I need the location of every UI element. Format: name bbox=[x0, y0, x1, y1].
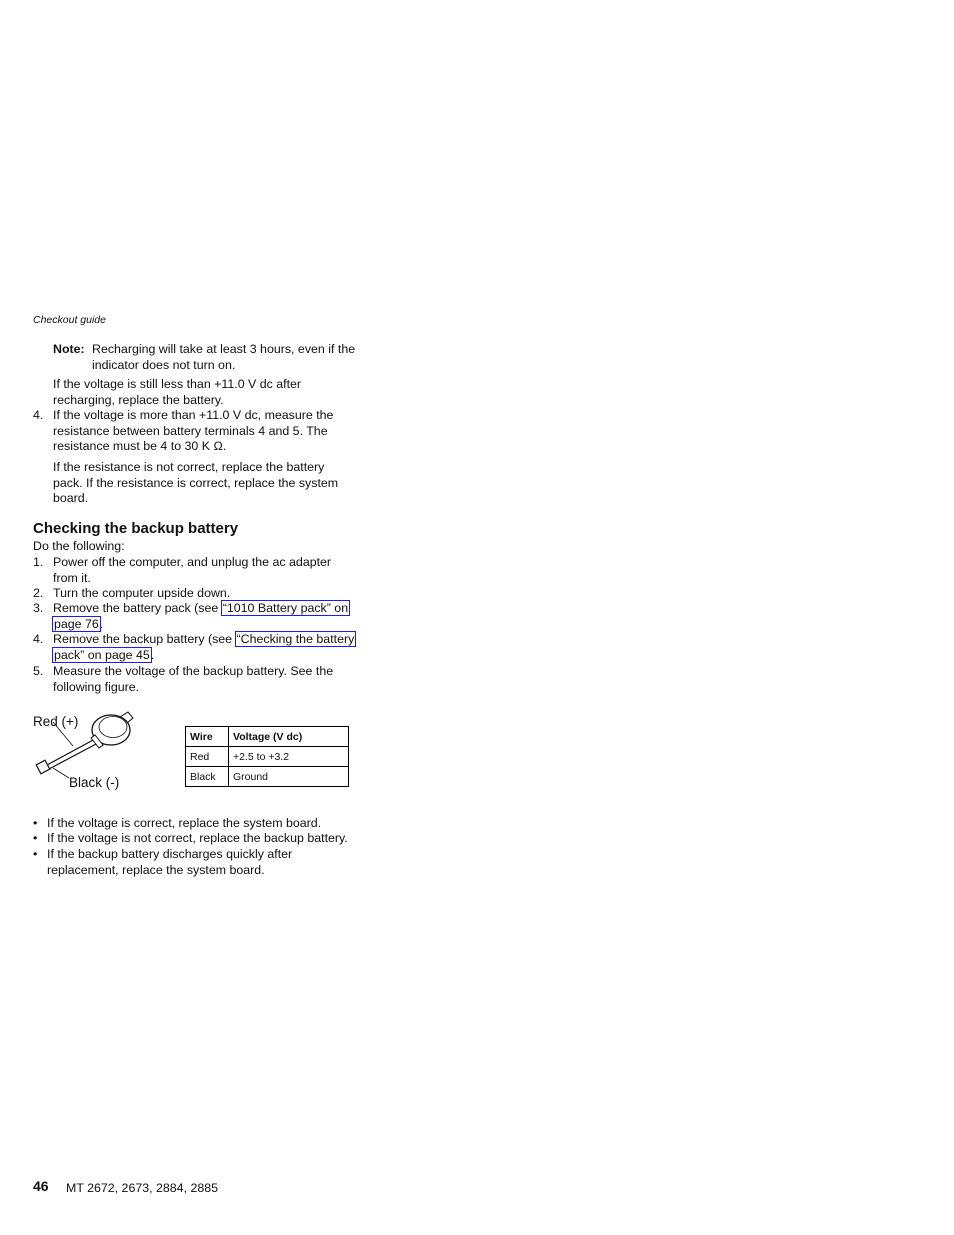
link-battery-pack[interactable]: “1010 Battery pack” on bbox=[222, 601, 349, 615]
black-wire-label: Black (-) bbox=[69, 775, 120, 790]
section-title: Checking the backup battery bbox=[33, 520, 239, 537]
step-resistance bbox=[53, 408, 353, 455]
wire-red bbox=[47, 739, 95, 765]
red-wire-label: Red (+) bbox=[33, 714, 79, 729]
step-3 bbox=[53, 601, 363, 632]
text-line: If the backup battery discharges quickly after bbox=[47, 847, 293, 861]
text-line bbox=[53, 617, 363, 633]
text-line: resistance must be 4 to 30 K Ω. bbox=[53, 439, 227, 454]
text-line: Turn the computer upside down. bbox=[53, 586, 231, 600]
table-cell: +2.5 to +3.2 bbox=[229, 747, 349, 767]
text-line: resistance between battery terminals 4 and 5. The bbox=[53, 423, 328, 438]
footer-models: MT 2672, 2673, 2884, 2885 bbox=[66, 1181, 219, 1195]
red-leader-line bbox=[53, 722, 73, 746]
text-line: recharging, replace the battery. bbox=[53, 392, 224, 407]
step-5 bbox=[53, 664, 353, 695]
text-line: If the voltage is more than +11.0 V dc, measure the bbox=[53, 408, 334, 422]
table-cell: Red bbox=[186, 747, 229, 767]
note-label: Note: bbox=[53, 342, 85, 356]
text-line: Measure the voltage of the backup battery. See the bbox=[53, 664, 334, 678]
running-head: Checkout guide bbox=[33, 314, 106, 326]
connector-plug bbox=[36, 760, 50, 774]
text-line: If the resistance is not correct, replace the battery bbox=[53, 460, 325, 474]
table-row bbox=[186, 747, 349, 767]
table-cell: Ground bbox=[229, 767, 349, 787]
text-line: If the voltage is still less than +11.0 V dc after bbox=[53, 377, 302, 391]
step-number: 1. bbox=[33, 555, 44, 569]
text-line: board. bbox=[53, 491, 89, 506]
note-line: indicator does not turn on. bbox=[92, 357, 236, 372]
paragraph-resistance bbox=[53, 460, 353, 507]
link-page-45[interactable]: pack” on page 45 bbox=[54, 647, 150, 662]
step-4 bbox=[53, 632, 363, 663]
table-header-row bbox=[186, 727, 349, 747]
bullet-item: If the voltage is correct, replace the system board. bbox=[47, 816, 322, 830]
step-number: 3. bbox=[33, 601, 44, 615]
text-line: replacement, replace the system board. bbox=[47, 862, 265, 877]
link-page-76[interactable]: page 76 bbox=[54, 616, 99, 631]
text-line: following figure. bbox=[53, 679, 140, 694]
note-text bbox=[92, 342, 367, 373]
bullet-marker: • bbox=[33, 847, 38, 861]
step-number: 4. bbox=[33, 632, 44, 646]
step-number: 2. bbox=[33, 586, 44, 600]
wire-black bbox=[49, 743, 98, 769]
text-line: Power off the computer, and unplug the ac adapter bbox=[53, 555, 332, 569]
step-punct: . bbox=[150, 647, 155, 662]
bullet-item bbox=[47, 847, 367, 878]
step-2 bbox=[53, 586, 353, 602]
table-header-cell: Wire bbox=[186, 727, 229, 747]
step-number: 4. bbox=[33, 408, 44, 422]
link-checking-battery[interactable]: “Checking the battery bbox=[236, 632, 355, 646]
bullet-item: If the voltage is not correct, replace the backup battery. bbox=[47, 831, 348, 845]
text-line: pack. If the resistance is correct, replace the system bbox=[53, 475, 339, 490]
voltage-table bbox=[185, 726, 349, 787]
text-line bbox=[53, 601, 363, 617]
text-line bbox=[53, 648, 363, 664]
note-line: Recharging will take at least 3 hours, even if the bbox=[92, 342, 356, 356]
bullet-marker: • bbox=[33, 831, 38, 845]
text-line bbox=[53, 632, 363, 648]
black-leader-line bbox=[53, 768, 69, 778]
bullet-marker: • bbox=[33, 816, 38, 830]
table-cell: Black bbox=[186, 767, 229, 787]
step-1 bbox=[53, 555, 353, 586]
table-header-cell: Voltage (V dc) bbox=[229, 727, 349, 747]
section-lead: Do the following: bbox=[33, 539, 125, 553]
backup-battery-illustration bbox=[33, 708, 143, 780]
step-number: 5. bbox=[33, 664, 44, 678]
table-row bbox=[186, 767, 349, 787]
step-text: Remove the backup battery (see bbox=[53, 632, 236, 646]
paragraph-recharge bbox=[53, 377, 353, 408]
step-punct: . bbox=[99, 616, 104, 631]
text-line: from it. bbox=[53, 570, 91, 585]
step-text: Remove the battery pack (see bbox=[53, 601, 222, 615]
page-number: 46 bbox=[33, 1178, 49, 1194]
